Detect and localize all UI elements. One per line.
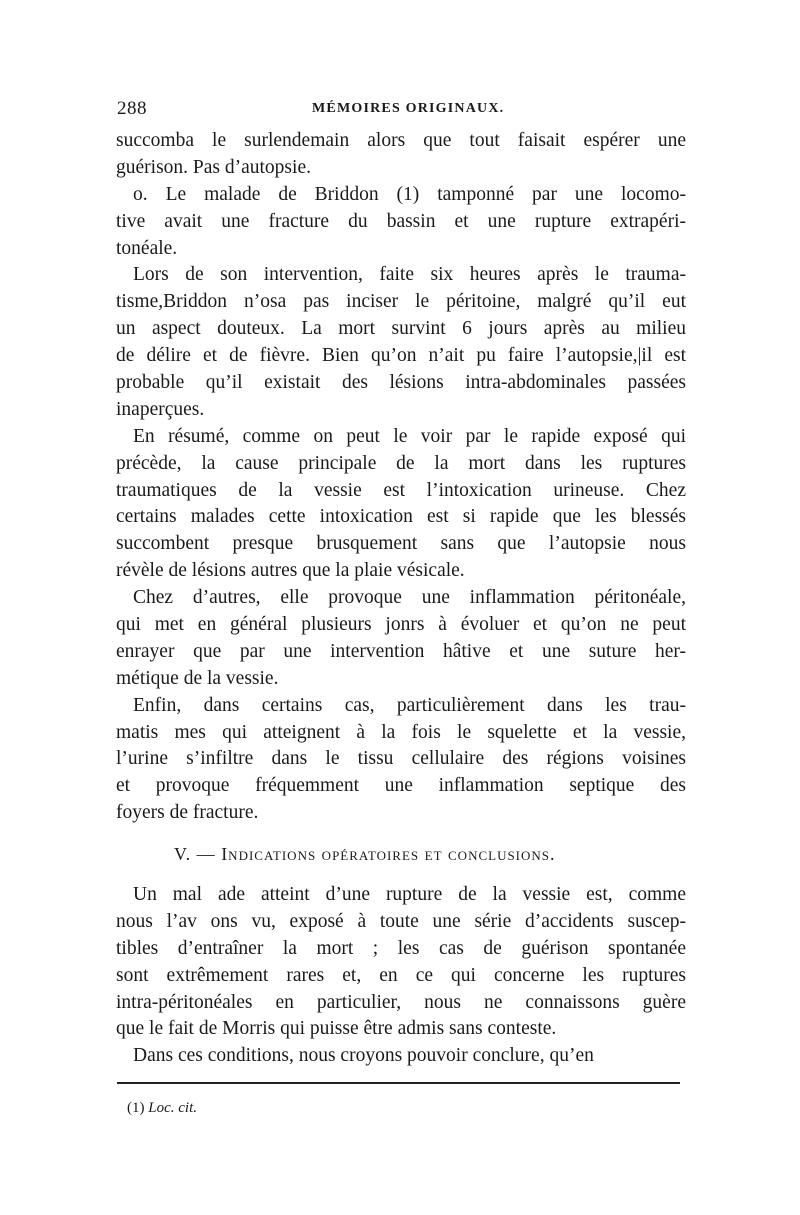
paragraph <box>116 693 686 827</box>
text-line: sont extrêmement rares et, en ce qui concerne les ruptures <box>116 964 686 986</box>
paragraph <box>116 128 686 182</box>
text-line: tonéale. <box>116 237 178 259</box>
paragraph <box>116 882 686 1043</box>
text-line: métique de la vessie. <box>116 667 279 689</box>
text-line: matis mes qui atteignent à la fois le squelette et la vessie, <box>116 721 686 743</box>
text-line: enrayer que par une intervention hâtive et une suture her- <box>116 640 686 662</box>
text-line: de délire et de fièvre. Bien qu’on n’ait pu faire l’autopsie,|il est <box>116 345 686 367</box>
text-line: foyers de fracture. <box>116 802 259 824</box>
text-line: précède, la cause principale de la mort dans les ruptures <box>116 452 686 474</box>
text-line: Un mal ade atteint d’une rupture de la vessie est, comme <box>133 884 686 905</box>
text-line: certains malades cette intoxication est si rapide que les blessés <box>116 506 686 528</box>
footnote-marker: (1) <box>127 1100 145 1116</box>
text-line: o. Le malade de Briddon (1) tamponné par une locomo- <box>133 183 686 205</box>
text-line: nous l’av ons vu, exposé à toute une série d’accidents suscep- <box>116 910 686 932</box>
paragraph <box>116 1043 686 1070</box>
text-line: tive avait une fracture du bassin et une rupture extrapéri- <box>116 210 686 232</box>
text-line: guérison. Pas d’autopsie. <box>116 156 311 178</box>
footnote-text: Loc. cit. <box>148 1100 197 1116</box>
text-line: l’urine s’infiltre dans le tissu cellulaire des régions voisines <box>116 748 686 770</box>
text-line: Dans ces conditions, nous croyons pouvoir conclure, qu’en <box>133 1045 594 1067</box>
text-line: traumatiques de la vessie est l’intoxication urineuse. Chez <box>116 479 686 501</box>
text-line: tibles d’entraîner la mort ; les cas de guérison spontanée <box>116 937 686 959</box>
text-line: probable qu’il existait des lésions intra-abdominales passées <box>116 372 686 394</box>
text-line: inaperçues. <box>116 398 205 420</box>
paragraph <box>116 262 686 423</box>
text-line: Chez d’autres, elle provoque une inflammation péritonéale, <box>133 587 686 609</box>
text-line: un aspect douteux. La mort survint 6 jours après au milieu <box>116 318 686 340</box>
text-line: et provoque fréquemment une inflammation septique des <box>116 775 686 797</box>
section-heading <box>174 844 644 865</box>
footnote <box>127 1100 197 1117</box>
text-line: Enfin, dans certains cas, particulièrement dans les trau- <box>133 694 686 716</box>
footnote-rule <box>117 1082 680 1084</box>
page-header <box>117 98 685 122</box>
section-number: V. — <box>174 844 216 864</box>
text-line: qui met en général plusieurs jonrs à évoluer et qu’on ne peut <box>116 614 686 636</box>
text-line: succomba le surlendemain alors que tout faisait espérer une <box>116 130 686 151</box>
text-line: révèle de lésions autres que la plaie vésicale. <box>116 560 465 582</box>
text-line: En résumé, comme on peut le voir par le rapide exposé qui <box>133 425 686 447</box>
running-title: MÉMOIRES ORIGINAUX. <box>312 101 505 116</box>
section-title: Indications opératoires et conclusions. <box>221 844 556 864</box>
page-number: 288 <box>117 98 147 119</box>
paragraph <box>116 424 686 585</box>
text-line: succombent presque brusquement sans que l’autopsie nous <box>116 533 686 555</box>
paragraph <box>116 182 686 263</box>
body-text-bottom <box>116 882 686 1070</box>
paragraph <box>116 585 686 693</box>
text-line: Lors de son intervention, faite six heures après le trauma- <box>133 264 686 286</box>
text-line: que le fait de Morris qui puisse être admis sans conteste. <box>116 1018 557 1040</box>
body-text-top <box>116 128 686 827</box>
text-line: tisme,Briddon n’osa pas inciser le péritoine, malgré qu’il eut <box>116 291 686 313</box>
text-line: intra-péritonéales en particulier, nous ne connaissons guère <box>116 991 686 1013</box>
